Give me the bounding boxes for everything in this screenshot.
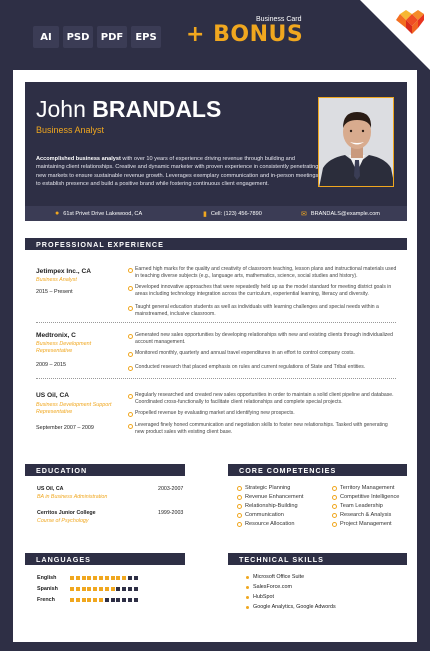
level-dot [105,598,109,602]
level-dot [128,576,132,580]
level-dot [76,576,80,580]
company-name: US Oil, CA [36,392,69,399]
level-dot [134,576,138,580]
level-dot [128,587,132,591]
level-dot [82,598,86,602]
edu-degree: BA in Business Administration [37,494,108,500]
job-bullet: Monitored monthly, quarterly and annual travel expenditures in an effort to control company costs. [128,350,398,357]
format-badge-ai: AI [33,26,59,48]
format-badge-pdf: PDF [97,26,127,48]
job-bullet: Taught general education students as well as individuals with learning challenges and special needs within a mainstreamed, inclusive classroom. [128,304,398,317]
job-bullet: Leveraged finely honed communication and negotiation skills to foster new relationships. Tasked with generating new product sales with existing client base. [128,422,398,435]
level-dot [99,587,103,591]
level-dot [122,576,126,580]
level-dot [82,587,86,591]
resume-name [36,96,221,123]
level-dot [111,598,115,602]
edu-school: US Oil, CA [37,486,64,492]
job-bullet: Propelled revenue by evaluating market and identifying new prospects. [128,410,398,417]
preview-header [0,0,430,60]
competency-item: Territory Management [332,485,394,491]
email-text: BRANDALS@example.com [310,210,380,217]
competency-item: Project Management [332,521,392,527]
level-dot [93,587,97,591]
level-dot [122,587,126,591]
level-dot [93,598,97,602]
summary-text: with over 10 years of experience driving revenue through building and maintaining client relationships. Creative and dynamic marketer with proven experience in consistently penetrating new markets to ensure sustainable revenue growth. Leverages exemplary communication and in-person meetings to establish presence and build a positive brand while fostering continuous client engagement. [36,156,319,188]
resume-header [25,82,407,217]
contact-phone [203,210,262,218]
job-dates: 2015 – Present [36,289,73,295]
competency-item: Strategic Planning [237,485,290,491]
section-skills-header: TECHNICAL SKILLS [228,553,407,565]
competency-item: Competitive Intelligence [332,494,399,500]
job-role: Business Analyst [36,277,77,283]
skill-item: SalesForce.com [246,584,292,590]
level-dot [70,576,74,580]
divider [36,322,396,323]
level-dot [70,598,74,602]
summary-lead: Accomplished business analyst [36,156,121,162]
resume-title: Business Analyst [36,125,105,135]
bonus-label: + BONUS [186,22,304,47]
profile-photo [318,97,394,187]
level-dot [70,587,74,591]
language-level-english [70,576,138,580]
level-dot [87,587,91,591]
level-dot [134,598,138,602]
level-dot [87,598,91,602]
skill-item: Microsoft Office Suite [246,574,304,580]
resume-summary [36,155,321,189]
format-badge-psd: PSD [63,26,93,48]
section-experience-header: PROFESSIONAL EXPERIENCE [25,238,407,250]
location-pin-icon: ● [55,210,60,217]
level-dot [105,587,109,591]
competency-item: Research & Analysis [332,512,391,518]
resume-sheet [13,70,417,642]
level-dot [105,576,109,580]
job-bullet: Regularly researched and created new sales opportunities in order to maintain a solid client pipeline and database. Coordinated cross-functionally to facilitate client relationships and complete special projects. [128,392,398,405]
job-bullet: Earned high marks for the quality and creativity of classroom teaching, lesson plans and instructional materials used in teaching diverse subjects (e.g., language arts, mathematics, science, social studies and history). [128,266,398,279]
language-name: English [37,575,57,581]
level-dot [116,587,120,591]
language-level-french [70,598,138,602]
format-badge-eps: EPS [131,26,161,48]
level-dot [134,587,138,591]
language-name: French [37,597,55,603]
contact-email [301,210,380,218]
edu-school: Cerritos Junior College [37,510,96,516]
phone-text: Cell: (123) 456-7890 [210,210,262,217]
competency-item: Team Leadership [332,503,383,509]
job-bullet: Generated new sales opportunities by developing relationships with new and existing clients through individualized account management. [128,332,398,345]
divider [36,378,396,379]
phone-icon: ▮ [203,210,207,218]
competency-item: Communication [237,512,284,518]
edu-years: 1999-2003 [158,510,184,516]
section-education-header: EDUCATION [25,464,185,476]
level-dot [128,598,132,602]
skill-item: Google Analytics, Google Adwords [246,604,336,610]
address-text: 61st Privet Drive Lakewood, CA [63,210,143,217]
job-bullet: Conducted research that placed emphasis on rules and current regulations of State and Tribal entities. [128,364,398,371]
level-dot [76,587,80,591]
job-bullet: Developed innovative approaches that were repeatedly held up as the model standard for meeting district goals in areas including technology integration across the curriculum, experiential learning, literacy and diversity. [128,284,398,297]
level-dot [111,587,115,591]
section-competencies-header: CORE COMPETENCIES [228,464,407,476]
level-dot [99,598,103,602]
edu-years: 2003-2007 [158,486,184,492]
edu-degree: Course of Psychology [37,518,89,524]
company-name: Jetimpex Inc., CA [36,268,91,275]
competency-item: Revenue Enhancement [237,494,303,500]
level-dot [93,576,97,580]
level-dot [76,598,80,602]
last-name: BRANDALS [92,96,222,122]
language-name: Spanish [37,586,58,592]
brand-logo-icon [360,0,430,70]
job-role: Business Development Support Representative [36,402,112,415]
bonus-subtitle: Business Card [256,16,302,23]
level-dot [87,576,91,580]
job-dates: 2009 – 2015 [36,362,66,368]
first-name: John [36,96,86,122]
competency-item: Relationship-Building [237,503,298,509]
contact-address [55,210,142,217]
section-languages-header: LANGUAGES [25,553,185,565]
skill-item: HubSpot [246,594,274,600]
job-role: Business Development Representative [36,341,92,354]
level-dot [122,598,126,602]
level-dot [116,598,120,602]
job-dates: September 2007 – 2009 [36,425,94,431]
language-level-spanish [70,587,138,591]
competency-item: Resource Allocation [237,521,294,527]
level-dot [99,576,103,580]
level-dot [111,576,115,580]
company-name: Medtronix, C [36,332,76,339]
envelope-icon: ✉ [301,210,307,218]
level-dot [116,576,120,580]
level-dot [82,576,86,580]
contact-bar [25,206,407,221]
